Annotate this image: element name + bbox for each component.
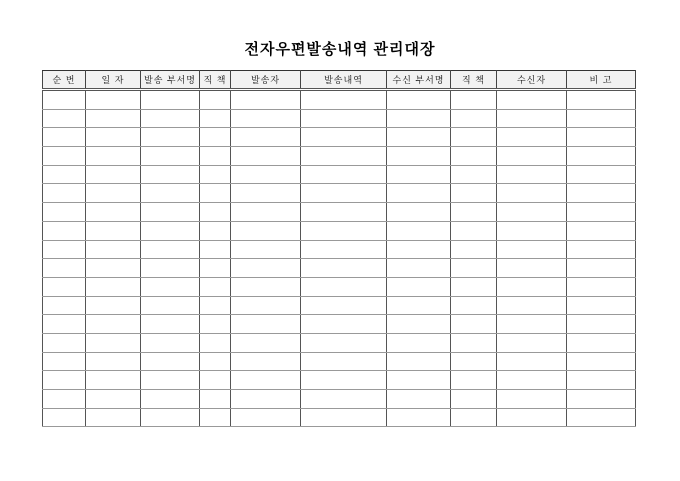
- table-cell-r12-c9: [497, 296, 567, 315]
- table-cell-r17-c4: [200, 390, 231, 409]
- table-cell-r1-c5: [231, 90, 301, 110]
- table-cell-r13-c8: [451, 315, 497, 334]
- table-cell-r18-c9: [497, 408, 567, 427]
- column-header-2: 발송 부서명: [141, 71, 200, 90]
- table-cell-r10-c6: [301, 259, 387, 278]
- table-cell-r14-c9: [497, 333, 567, 352]
- table-cell-r8-c3: [141, 221, 200, 240]
- table-row-15: [43, 352, 636, 371]
- table-cell-r8-c2: [86, 221, 141, 240]
- table-cell-r16-c1: [43, 371, 86, 390]
- table-cell-r2-c8: [451, 109, 497, 128]
- table-row-17: [43, 390, 636, 409]
- table-cell-r2-c4: [200, 109, 231, 128]
- table-cell-r16-c9: [497, 371, 567, 390]
- table-cell-r9-c4: [200, 240, 231, 259]
- table-cell-r11-c2: [86, 277, 141, 296]
- table-cell-r10-c10: [567, 259, 636, 278]
- table-cell-r5-c10: [567, 165, 636, 184]
- table-cell-r9-c7: [387, 240, 451, 259]
- table-cell-r14-c10: [567, 333, 636, 352]
- table-cell-r10-c7: [387, 259, 451, 278]
- table-cell-r1-c1: [43, 90, 86, 110]
- table-cell-r8-c6: [301, 221, 387, 240]
- table-cell-r8-c8: [451, 221, 497, 240]
- table-cell-r8-c9: [497, 221, 567, 240]
- table-cell-r12-c1: [43, 296, 86, 315]
- table-cell-r4-c5: [231, 147, 301, 166]
- table-cell-r6-c7: [387, 184, 451, 203]
- table-cell-r12-c2: [86, 296, 141, 315]
- table-cell-r1-c10: [567, 90, 636, 110]
- table-cell-r16-c3: [141, 371, 200, 390]
- document-title: 전자우편발송내역 관리대장: [244, 41, 436, 58]
- table-cell-r13-c10: [567, 315, 636, 334]
- table-cell-r12-c10: [567, 296, 636, 315]
- table-row-8: [43, 221, 636, 240]
- table-cell-r10-c8: [451, 259, 497, 278]
- table-cell-r9-c2: [86, 240, 141, 259]
- table-cell-r15-c10: [567, 352, 636, 371]
- table-cell-r10-c3: [141, 259, 200, 278]
- table-cell-r4-c8: [451, 147, 497, 166]
- table-row-13: [43, 315, 636, 334]
- table-cell-r3-c9: [497, 128, 567, 147]
- table-cell-r15-c5: [231, 352, 301, 371]
- table-cell-r5-c5: [231, 165, 301, 184]
- table-cell-r17-c10: [567, 390, 636, 409]
- table-cell-r12-c5: [231, 296, 301, 315]
- table-cell-r8-c10: [567, 221, 636, 240]
- table-cell-r11-c1: [43, 277, 86, 296]
- table-cell-r5-c2: [86, 165, 141, 184]
- table-cell-r12-c6: [301, 296, 387, 315]
- table-cell-r15-c2: [86, 352, 141, 371]
- column-header-0: 순 번: [43, 71, 86, 90]
- table-cell-r3-c5: [231, 128, 301, 147]
- table-cell-r15-c4: [200, 352, 231, 371]
- table-cell-r10-c9: [497, 259, 567, 278]
- table-cell-r13-c9: [497, 315, 567, 334]
- table-cell-r14-c6: [301, 333, 387, 352]
- table-cell-r6-c1: [43, 184, 86, 203]
- table-cell-r1-c3: [141, 90, 200, 110]
- table-cell-r13-c1: [43, 315, 86, 334]
- table-cell-r14-c8: [451, 333, 497, 352]
- table-cell-r15-c9: [497, 352, 567, 371]
- table-cell-r7-c3: [141, 203, 200, 222]
- table-cell-r16-c6: [301, 371, 387, 390]
- table-cell-r4-c10: [567, 147, 636, 166]
- table-cell-r16-c5: [231, 371, 301, 390]
- table-cell-r8-c1: [43, 221, 86, 240]
- table-cell-r3-c6: [301, 128, 387, 147]
- table-cell-r4-c1: [43, 147, 86, 166]
- table-cell-r7-c2: [86, 203, 141, 222]
- table-cell-r18-c10: [567, 408, 636, 427]
- table-cell-r11-c9: [497, 277, 567, 296]
- table-cell-r4-c9: [497, 147, 567, 166]
- table-row-5: [43, 165, 636, 184]
- table-cell-r1-c7: [387, 90, 451, 110]
- table-cell-r18-c4: [200, 408, 231, 427]
- table-cell-r16-c10: [567, 371, 636, 390]
- table-cell-r6-c8: [451, 184, 497, 203]
- table-cell-r11-c5: [231, 277, 301, 296]
- table-cell-r16-c2: [86, 371, 141, 390]
- table-row-6: [43, 184, 636, 203]
- table-cell-r13-c6: [301, 315, 387, 334]
- table-cell-r17-c5: [231, 390, 301, 409]
- table-row-7: [43, 203, 636, 222]
- table-cell-r4-c7: [387, 147, 451, 166]
- table-cell-r8-c7: [387, 221, 451, 240]
- table-cell-r1-c6: [301, 90, 387, 110]
- table-cell-r6-c5: [231, 184, 301, 203]
- column-header-9: 비 고: [567, 71, 636, 90]
- table-cell-r3-c3: [141, 128, 200, 147]
- table-cell-r11-c6: [301, 277, 387, 296]
- table-cell-r18-c3: [141, 408, 200, 427]
- table-cell-r11-c7: [387, 277, 451, 296]
- column-header-7: 직 책: [451, 71, 497, 90]
- table-cell-r10-c4: [200, 259, 231, 278]
- table-cell-r10-c5: [231, 259, 301, 278]
- table-cell-r13-c3: [141, 315, 200, 334]
- table-cell-r11-c3: [141, 277, 200, 296]
- column-header-6: 수신 부서명: [387, 71, 451, 90]
- table-row-18: [43, 408, 636, 427]
- table-cell-r18-c2: [86, 408, 141, 427]
- table-cell-r18-c7: [387, 408, 451, 427]
- table-cell-r9-c10: [567, 240, 636, 259]
- table-cell-r5-c9: [497, 165, 567, 184]
- table-cell-r17-c8: [451, 390, 497, 409]
- table-cell-r13-c7: [387, 315, 451, 334]
- table-cell-r5-c6: [301, 165, 387, 184]
- table-cell-r14-c2: [86, 333, 141, 352]
- table-cell-r6-c10: [567, 184, 636, 203]
- table-cell-r16-c7: [387, 371, 451, 390]
- table-cell-r7-c10: [567, 203, 636, 222]
- table-row-16: [43, 371, 636, 390]
- table-cell-r17-c9: [497, 390, 567, 409]
- table-cell-r13-c5: [231, 315, 301, 334]
- table-cell-r9-c5: [231, 240, 301, 259]
- table-cell-r2-c2: [86, 109, 141, 128]
- table-cell-r17-c2: [86, 390, 141, 409]
- table-cell-r7-c8: [451, 203, 497, 222]
- table-cell-r1-c2: [86, 90, 141, 110]
- table-header: [43, 71, 636, 90]
- table-cell-r16-c4: [200, 371, 231, 390]
- table-cell-r6-c9: [497, 184, 567, 203]
- table-cell-r2-c3: [141, 109, 200, 128]
- table-row-2: [43, 109, 636, 128]
- table-row-4: [43, 147, 636, 166]
- table-cell-r10-c2: [86, 259, 141, 278]
- table-body: [43, 90, 636, 427]
- table-cell-r7-c5: [231, 203, 301, 222]
- table-cell-r4-c2: [86, 147, 141, 166]
- header-row: [43, 71, 636, 90]
- table-cell-r4-c4: [200, 147, 231, 166]
- table-cell-r6-c4: [200, 184, 231, 203]
- table-cell-r7-c4: [200, 203, 231, 222]
- table-cell-r15-c1: [43, 352, 86, 371]
- column-header-1: 일 자: [86, 71, 141, 90]
- table-cell-r3-c1: [43, 128, 86, 147]
- table-cell-r15-c8: [451, 352, 497, 371]
- table-cell-r18-c8: [451, 408, 497, 427]
- table-cell-r11-c10: [567, 277, 636, 296]
- table-cell-r11-c8: [451, 277, 497, 296]
- table-cell-r1-c4: [200, 90, 231, 110]
- table-cell-r18-c5: [231, 408, 301, 427]
- table-cell-r15-c6: [301, 352, 387, 371]
- table-cell-r14-c7: [387, 333, 451, 352]
- table-row-11: [43, 277, 636, 296]
- table-cell-r14-c4: [200, 333, 231, 352]
- table-cell-r9-c8: [451, 240, 497, 259]
- column-header-3: 직 책: [200, 71, 231, 90]
- table-cell-r14-c3: [141, 333, 200, 352]
- table-cell-r14-c5: [231, 333, 301, 352]
- table-cell-r12-c4: [200, 296, 231, 315]
- table-cell-r12-c7: [387, 296, 451, 315]
- table-cell-r7-c7: [387, 203, 451, 222]
- table-cell-r3-c8: [451, 128, 497, 147]
- table-cell-r2-c1: [43, 109, 86, 128]
- table-cell-r2-c6: [301, 109, 387, 128]
- table-cell-r11-c4: [200, 277, 231, 296]
- table-cell-r18-c1: [43, 408, 86, 427]
- table-row-3: [43, 128, 636, 147]
- table-cell-r5-c7: [387, 165, 451, 184]
- table-cell-r15-c7: [387, 352, 451, 371]
- email-log-table: [42, 70, 636, 427]
- table-cell-r17-c7: [387, 390, 451, 409]
- table-cell-r2-c9: [497, 109, 567, 128]
- table-cell-r7-c1: [43, 203, 86, 222]
- table-cell-r15-c3: [141, 352, 200, 371]
- table-cell-r7-c9: [497, 203, 567, 222]
- table-cell-r6-c3: [141, 184, 200, 203]
- table-cell-r5-c3: [141, 165, 200, 184]
- table-cell-r6-c2: [86, 184, 141, 203]
- table-cell-r12-c8: [451, 296, 497, 315]
- table-cell-r3-c7: [387, 128, 451, 147]
- table-cell-r8-c5: [231, 221, 301, 240]
- table-cell-r6-c6: [301, 184, 387, 203]
- table-cell-r2-c5: [231, 109, 301, 128]
- table-cell-r2-c10: [567, 109, 636, 128]
- table-cell-r5-c1: [43, 165, 86, 184]
- table-cell-r9-c9: [497, 240, 567, 259]
- table-cell-r17-c3: [141, 390, 200, 409]
- table-cell-r13-c4: [200, 315, 231, 334]
- column-header-4: 발송자: [231, 71, 301, 90]
- table-row-12: [43, 296, 636, 315]
- table-cell-r3-c10: [567, 128, 636, 147]
- table-cell-r4-c6: [301, 147, 387, 166]
- table-cell-r13-c2: [86, 315, 141, 334]
- table-cell-r18-c6: [301, 408, 387, 427]
- table-cell-r8-c4: [200, 221, 231, 240]
- table-cell-r12-c3: [141, 296, 200, 315]
- table-cell-r7-c6: [301, 203, 387, 222]
- table-cell-r1-c8: [451, 90, 497, 110]
- table-cell-r17-c1: [43, 390, 86, 409]
- table-row-14: [43, 333, 636, 352]
- table-row-9: [43, 240, 636, 259]
- table-cell-r10-c1: [43, 259, 86, 278]
- table-cell-r1-c9: [497, 90, 567, 110]
- table-cell-r16-c8: [451, 371, 497, 390]
- table-cell-r5-c4: [200, 165, 231, 184]
- table-cell-r2-c7: [387, 109, 451, 128]
- table-cell-r9-c3: [141, 240, 200, 259]
- table-cell-r3-c4: [200, 128, 231, 147]
- table-cell-r17-c6: [301, 390, 387, 409]
- table-cell-r4-c3: [141, 147, 200, 166]
- table-cell-r3-c2: [86, 128, 141, 147]
- table-cell-r9-c1: [43, 240, 86, 259]
- table-cell-r5-c8: [451, 165, 497, 184]
- column-header-5: 발송내역: [301, 71, 387, 90]
- table-row-1: [43, 90, 636, 110]
- table-cell-r14-c1: [43, 333, 86, 352]
- table-row-10: [43, 259, 636, 278]
- column-header-8: 수신자: [497, 71, 567, 90]
- table-cell-r9-c6: [301, 240, 387, 259]
